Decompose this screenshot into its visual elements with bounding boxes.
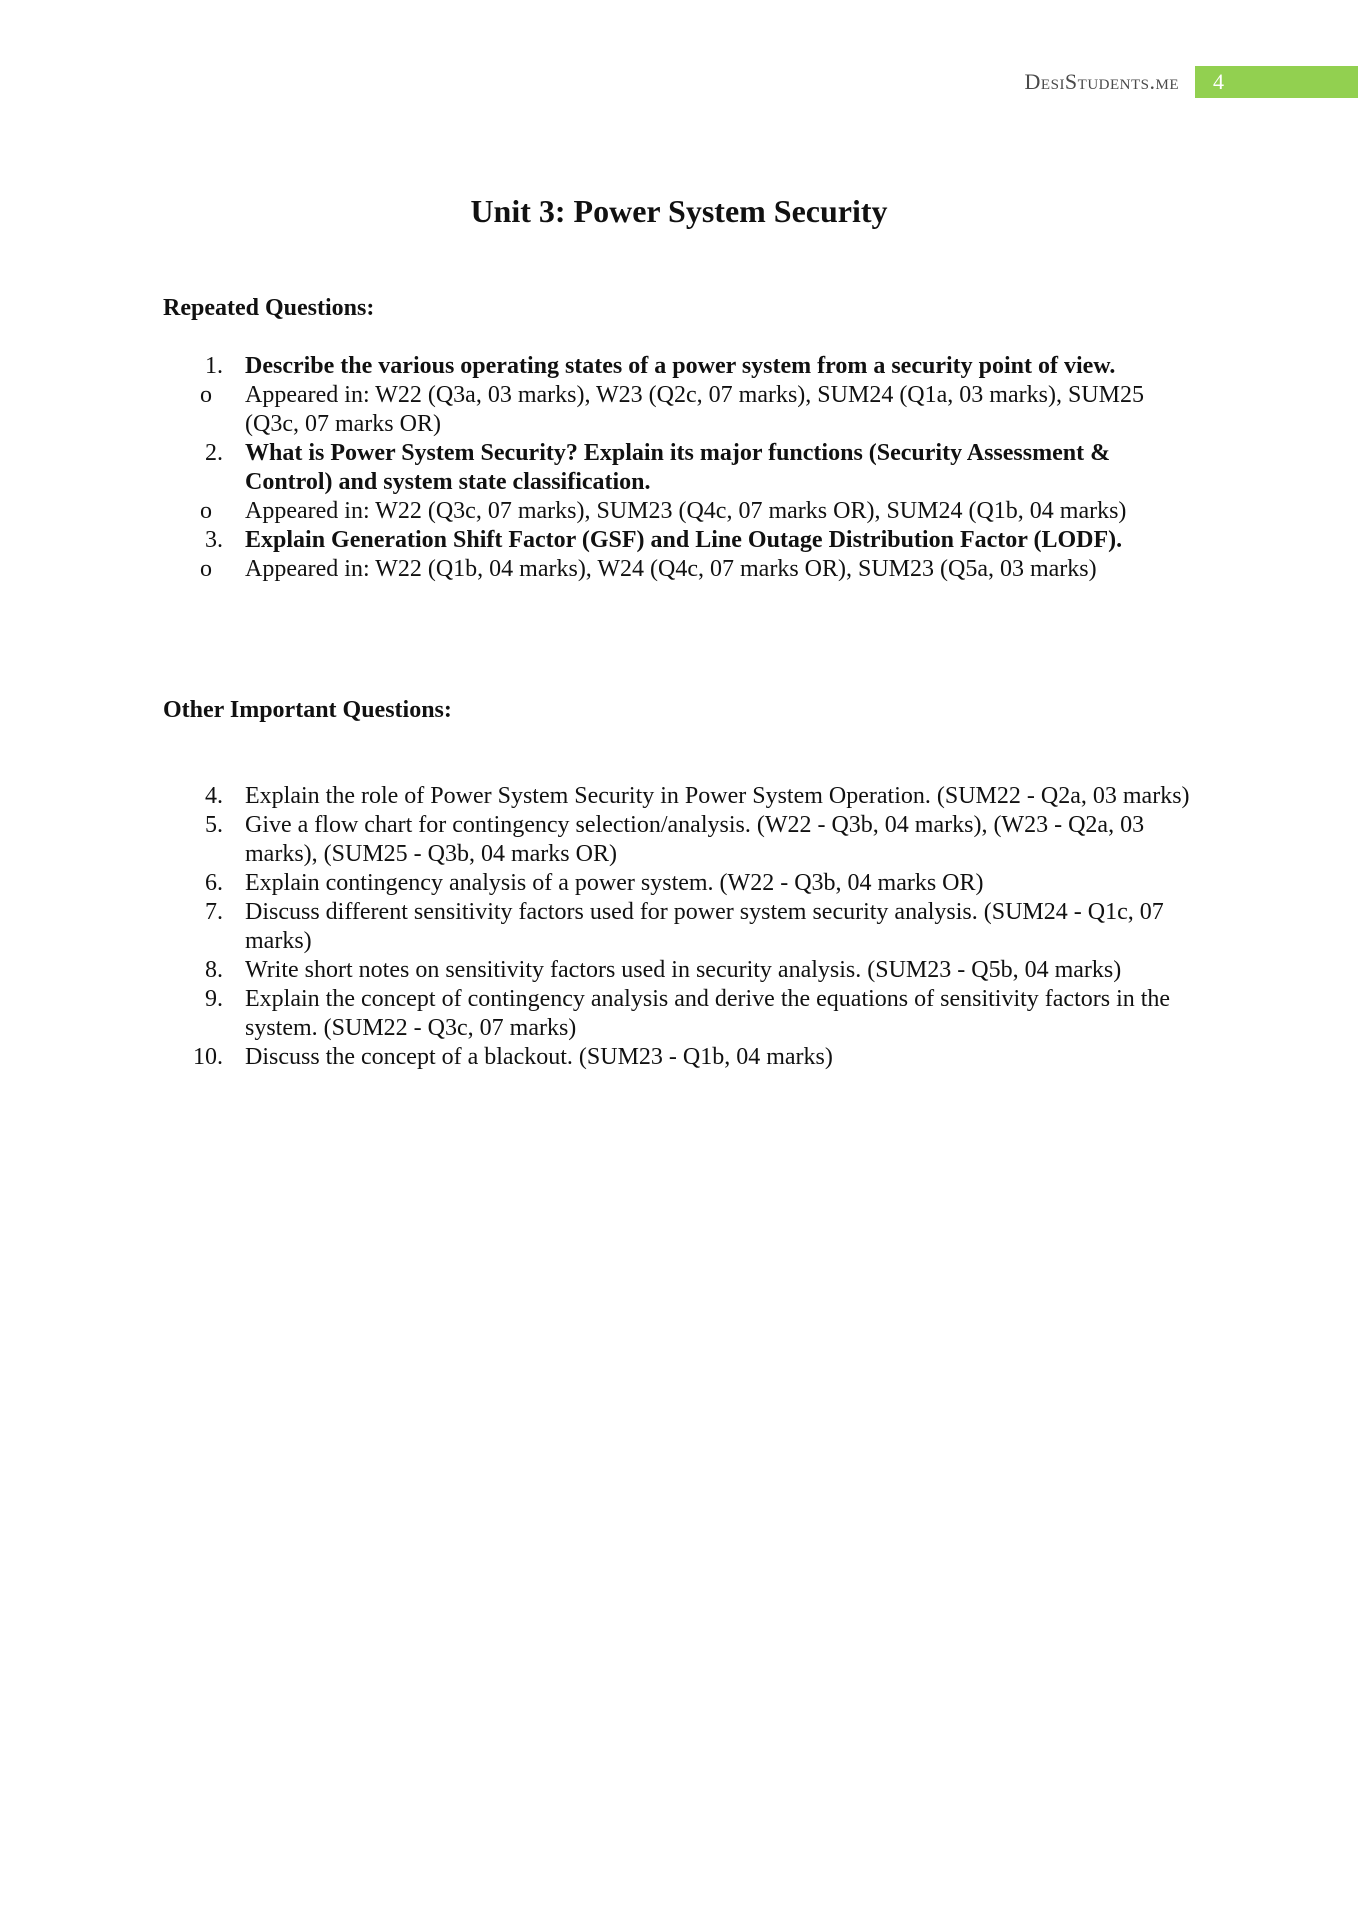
question-item bbox=[163, 439, 1203, 497]
page-number-badge: 4 bbox=[1195, 66, 1358, 98]
appeared-in-text: Appeared in: W22 (Q3c, 07 marks), SUM23 (Q4c, 07 marks OR), SUM24 (Q1b, 04 marks) bbox=[245, 498, 1127, 524]
question-number: 2. bbox=[205, 440, 223, 466]
appeared-in-note bbox=[163, 555, 1203, 584]
question-item bbox=[163, 352, 1203, 381]
question-text: Describe the various operating states of a power system from a security point of view. bbox=[245, 353, 1116, 379]
question-text: Give a flow chart for contingency selection/analysis. (W22 - Q3b, 04 marks), (W23 - Q2a, 03 marks), (SUM25 - Q3b, 04 marks OR) bbox=[245, 812, 1145, 867]
question-number: 10. bbox=[193, 1044, 223, 1070]
question-number: 5. bbox=[205, 812, 223, 838]
question-item bbox=[163, 869, 1203, 898]
appeared-in-note bbox=[163, 497, 1203, 526]
question-text: Explain the concept of contingency analysis and derive the equations of sensitivity factors in the system. (SUM22 - Q3c, 07 marks) bbox=[245, 986, 1171, 1041]
question-text: Discuss different sensitivity factors used for power system security analysis. (SUM24 - Q1c, 07 marks) bbox=[245, 899, 1164, 954]
question-number: 4. bbox=[205, 783, 223, 809]
question-text: Explain the role of Power System Security in Power System Operation. (SUM22 - Q2a, 03 marks) bbox=[245, 783, 1190, 809]
question-item bbox=[163, 985, 1203, 1043]
question-item bbox=[163, 898, 1203, 956]
bullet-icon: o bbox=[200, 556, 212, 582]
question-number: 6. bbox=[205, 870, 223, 896]
question-item bbox=[163, 782, 1203, 811]
question-text: Explain contingency analysis of a power system. (W22 - Q3b, 04 marks OR) bbox=[245, 870, 984, 896]
repeated-questions-heading: Repeated Questions: bbox=[163, 295, 375, 321]
appeared-in-note bbox=[163, 381, 1203, 439]
other-questions-list bbox=[163, 782, 1203, 1072]
page-title: Unit 3: Power System Security bbox=[470, 193, 888, 229]
question-number: 8. bbox=[205, 957, 223, 983]
question-item bbox=[163, 956, 1203, 985]
appeared-in-text: Appeared in: W22 (Q3a, 03 marks), W23 (Q2c, 07 marks), SUM24 (Q1a, 03 marks), SUM25 (Q3c, 07 marks OR) bbox=[245, 382, 1144, 437]
bullet-icon: o bbox=[200, 498, 212, 524]
question-text: Discuss the concept of a blackout. (SUM23 - Q1b, 04 marks) bbox=[245, 1044, 833, 1070]
site-name: DesiStudents.me bbox=[1024, 69, 1179, 94]
appeared-in-text: Appeared in: W22 (Q1b, 04 marks), W24 (Q4c, 07 marks OR), SUM23 (Q5a, 03 marks) bbox=[245, 556, 1097, 582]
question-item bbox=[163, 526, 1203, 555]
question-text: What is Power System Security? Explain its major functions (Security Assessment & Control) and system state classification. bbox=[245, 440, 1111, 495]
question-number: 1. bbox=[205, 353, 223, 379]
repeated-questions-list bbox=[163, 352, 1203, 584]
question-item bbox=[163, 811, 1203, 869]
question-number: 7. bbox=[205, 899, 223, 925]
page-header bbox=[1025, 66, 1358, 98]
question-text: Write short notes on sensitivity factors used in security analysis. (SUM23 - Q5b, 04 marks) bbox=[245, 957, 1122, 983]
question-number: 9. bbox=[205, 986, 223, 1012]
bullet-icon: o bbox=[200, 382, 212, 408]
question-number: 3. bbox=[205, 527, 223, 553]
question-text: Explain Generation Shift Factor (GSF) and Line Outage Distribution Factor (LODF). bbox=[245, 527, 1123, 553]
other-questions-heading: Other Important Questions: bbox=[163, 697, 452, 723]
question-item bbox=[163, 1043, 1203, 1072]
